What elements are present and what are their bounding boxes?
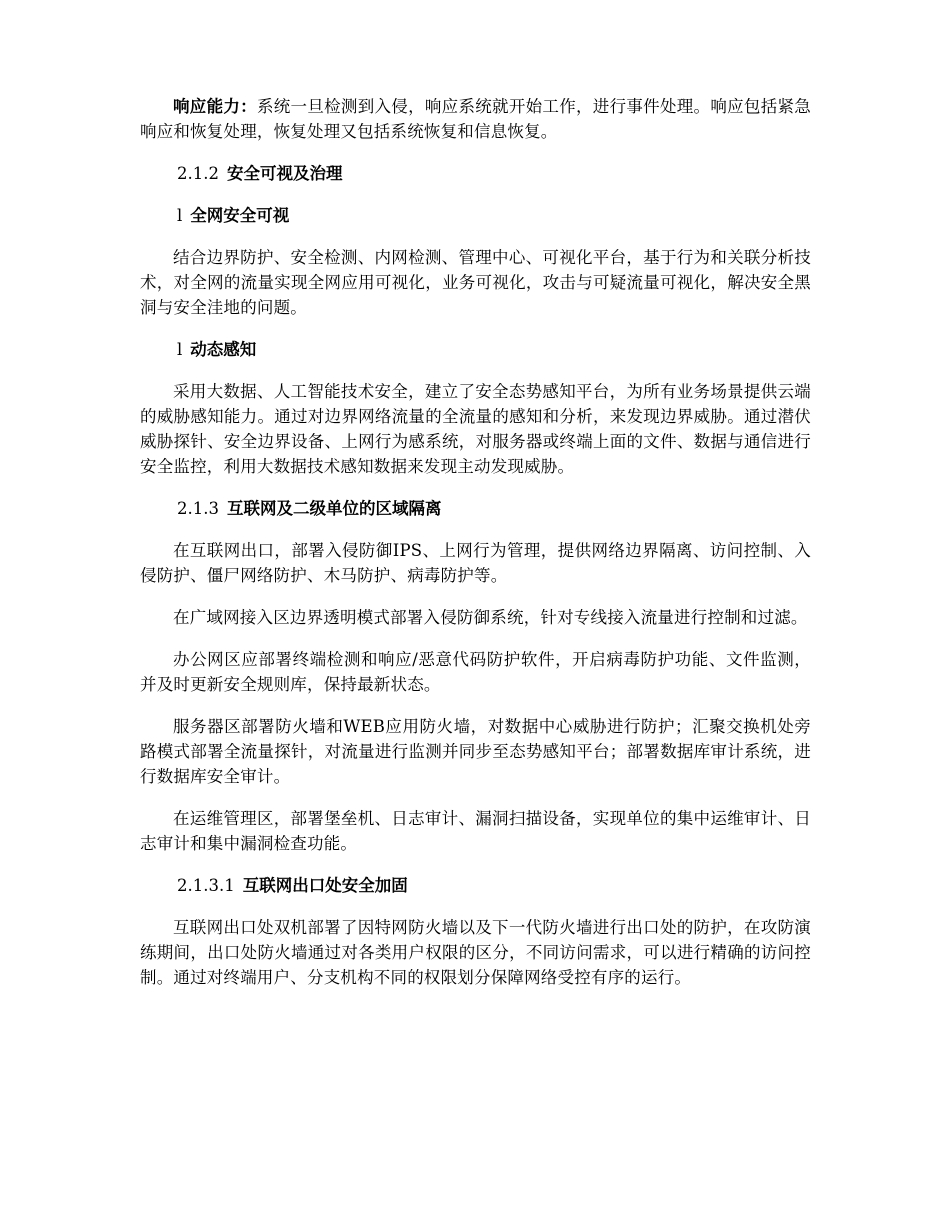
heading-title: 全网安全可视 <box>190 206 290 225</box>
bullet-marker: l <box>177 206 183 225</box>
paragraph: 办公网区应部署终端检测和响应/恶意代码防护软件，开启病毒防护功能、文件监测，并及时更新安全规则库，保持最新状态。 <box>140 650 811 694</box>
section-heading-2-1-3-1 <box>140 873 811 898</box>
paragraph: 在互联网出口，部署入侵防御IPS、上网行为管理，提供网络边界隔离、访问控制、入侵防护、僵尸网络防护、木马防护、病毒防护等。 <box>140 541 811 585</box>
heading-number: 2.1.3.1 <box>177 876 235 895</box>
document-page <box>140 94 811 1007</box>
paragraph: 服务器区部署防火墙和WEB应用防火墙，对数据中心威胁进行防护；汇聚交换机处旁路模式部署全流量探针，对流量进行监测并同步至态势感知平台；部署数据库审计系统，进行数据库安全审计。 <box>140 717 811 786</box>
bullet-heading-dynamic-perception <box>140 337 811 362</box>
paragraph-lead-bold: 响应能力： <box>173 97 257 116</box>
heading-title: 安全可视及治理 <box>226 164 343 183</box>
bullet-marker: l <box>177 340 183 359</box>
heading-number: 2.1.3 <box>177 499 219 518</box>
section-heading-2-1-3 <box>140 496 811 521</box>
section-heading-2-1-2 <box>140 161 811 186</box>
bullet-heading-network-visibility <box>140 203 811 228</box>
heading-title: 互联网及二级单位的区域隔离 <box>226 499 442 518</box>
heading-title: 动态感知 <box>190 340 257 359</box>
heading-title: 互联网出口处安全加固 <box>242 876 408 895</box>
paragraph: 采用大数据、人工智能技术安全，建立了安全态势感知平台，为所有业务场景提供云端的威胁感知能力。通过对边界网络流量的全流量的感知和分析，来发现边界威胁。通过潜伏威胁探针、安全边界设备、上网行为感系统，对服务器或终端上面的文件、数据与通信进行安全监控，利用大数据技术感知数据来发现主动发现威胁。 <box>140 382 811 476</box>
paragraph-response-capability <box>140 94 811 144</box>
paragraph: 在广域网接入区边界透明模式部署入侵防御系统，针对专线接入流量进行控制和过滤。 <box>173 608 808 627</box>
paragraph-text: 系统一旦检测到入侵，响应系统就开始工作，进行事件处理。响应包括紧急响应和恢复处理，恢复处理又包括系统恢复和信息恢复。 <box>140 97 812 141</box>
paragraph: 互联网出口处双机部署了因特网防火墙以及下一代防火墙进行出口处的防护，在攻防演练期间，出口处防火墙通过对各类用户权限的区分，不同访问需求，可以进行精确的访问控制。通过对终端用户、分支机构不同的权限划分保障网络受控有序的运行。 <box>140 918 811 987</box>
paragraph: 在运维管理区，部署堡垒机、日志审计、漏洞扫描设备，实现单位的集中运维审计、日志审计和集中漏洞检查功能。 <box>140 809 811 853</box>
heading-number: 2.1.2 <box>177 164 219 183</box>
paragraph: 结合边界防护、安全检测、内网检测、管理中心、可视化平台，基于行为和关联分析技术，对全网的流量实现全网应用可视化，业务可视化，攻击与可疑流量可视化，解决安全黑洞与安全洼地的问题。 <box>140 248 811 317</box>
